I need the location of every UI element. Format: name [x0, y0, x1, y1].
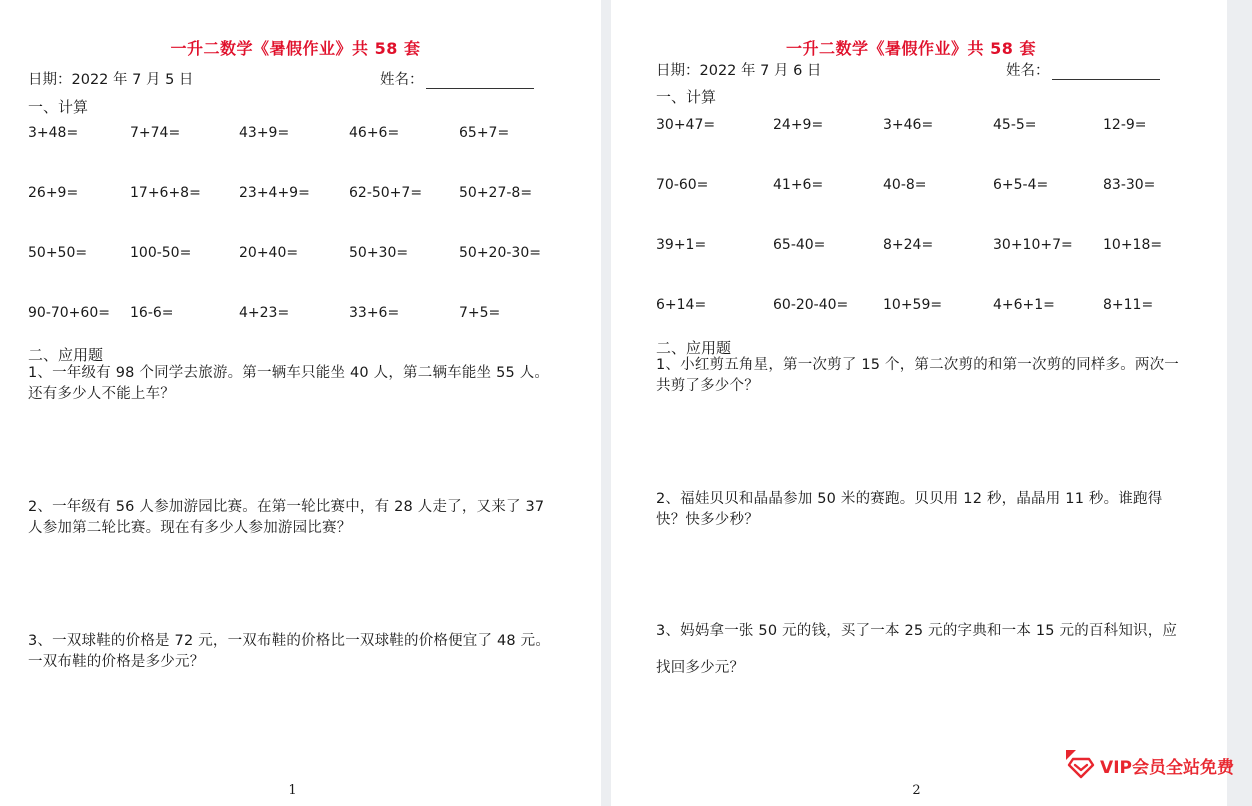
calc-item: 50+27-8= — [459, 185, 533, 201]
calc-row — [656, 297, 1252, 317]
calc-item: 24+9= — [773, 117, 824, 133]
calc-item: 30+10+7= — [993, 237, 1073, 253]
calc-row — [656, 177, 1252, 197]
calc-item: 4+6+1= — [993, 297, 1055, 313]
vip-badge-label: VIP会员全站免费 — [1100, 757, 1234, 778]
calc-item: 65-40= — [773, 237, 826, 253]
page-title: 一升二数学《暑假作业》共 58 套 — [170, 39, 421, 58]
word-problem: 1、一年级有 98 个同学去旅游。第一辆车只能坐 40 人，第二辆车能坐 55 人。还有多少人不能上车？ — [28, 365, 550, 402]
calc-item: 100-50= — [130, 245, 192, 261]
calc-item: 8+11= — [1103, 297, 1154, 313]
calc-item: 50+30= — [349, 245, 409, 261]
word-problem: 3、妈妈拿一张 50 元的钱，买了一本 25 元的字典和一本 15 元的百科知识，应找回多少元？ — [656, 623, 1178, 676]
calc-item: 33+6= — [349, 305, 400, 321]
calc-item: 6+14= — [656, 297, 707, 313]
calc-item: 3+46= — [883, 117, 934, 133]
name-label: 姓名： — [1006, 63, 1050, 79]
name-field — [380, 68, 534, 89]
calc-item: 17+6+8= — [130, 185, 201, 201]
calc-row — [656, 237, 1252, 257]
calc-item: 6+5-4= — [993, 177, 1049, 193]
page-title: 一升二数学《暑假作业》共 58 套 — [786, 39, 1036, 58]
section-word-problems-title: 二、应用题 — [28, 346, 104, 364]
calc-row — [656, 117, 1252, 137]
calc-item: 10+18= — [1103, 237, 1163, 253]
calc-item: 7+74= — [130, 125, 181, 141]
section-word-problems-title: 二、应用题 — [656, 339, 732, 357]
section-calculation-title: 一、计算 — [656, 88, 717, 106]
calc-item: 46+6= — [349, 125, 400, 141]
calc-item: 50+50= — [28, 245, 88, 261]
calc-item: 10+59= — [883, 297, 943, 313]
document-page-1 — [0, 0, 601, 806]
date-label: 日期：2022 年 7 月 5 日 — [28, 72, 194, 88]
calc-item: 7+5= — [459, 305, 501, 321]
name-blank-line — [1052, 64, 1160, 80]
name-label: 姓名： — [380, 72, 424, 88]
calc-item: 23+4+9= — [239, 185, 310, 201]
page-number: 2 — [912, 783, 921, 798]
calc-item: 26+9= — [28, 185, 79, 201]
calc-item: 12-9= — [1103, 117, 1147, 133]
word-problem: 2、一年级有 56 人参加游园比赛。在第一轮比赛中，有 28 人走了，又来了 37 人参加第二轮比赛。现在有多少人参加游园比赛？ — [28, 499, 545, 536]
word-problem: 1、小红剪五角星，第一次剪了 15 个，第二次剪的和第一次剪的同样多。两次一共剪了多少个？ — [656, 357, 1179, 394]
calc-item: 65+7= — [459, 125, 510, 141]
calc-item: 3+48= — [28, 125, 79, 141]
page-number: 1 — [288, 783, 297, 798]
name-field — [1006, 59, 1160, 80]
calc-row — [28, 125, 628, 145]
calc-row — [28, 245, 628, 265]
calc-item: 90-70+60= — [28, 305, 110, 321]
calc-item: 39+1= — [656, 237, 707, 253]
calc-row — [28, 185, 628, 205]
calc-item: 41+6= — [773, 177, 824, 193]
calc-item: 45-5= — [993, 117, 1037, 133]
word-problem: 3、一双球鞋的价格是 72 元，一双布鞋的价格比一双球鞋的价格便宜了 48 元。一双布鞋的价格是多少元？ — [28, 633, 551, 670]
calc-item: 50+20-30= — [459, 245, 541, 261]
calc-item: 40-8= — [883, 177, 927, 193]
calc-row — [28, 305, 628, 325]
viewer-margin — [1227, 0, 1252, 806]
section-calculation-title: 一、计算 — [28, 98, 89, 116]
name-blank-line — [426, 73, 534, 89]
word-problem: 2、福娃贝贝和晶晶参加 50 米的赛跑。贝贝用 12 秒，晶晶用 11 秒。谁跑得快？快多少秒？ — [656, 491, 1163, 528]
calc-item: 70-60= — [656, 177, 709, 193]
calc-item: 8+24= — [883, 237, 934, 253]
vip-badge[interactable] — [1064, 748, 1234, 782]
document-page-2 — [611, 0, 1227, 806]
calc-item: 20+40= — [239, 245, 299, 261]
date-label: 日期：2022 年 7 月 6 日 — [656, 63, 822, 79]
calc-item: 4+23= — [239, 305, 290, 321]
calc-item: 30+47= — [656, 117, 716, 133]
diamond-shield-icon — [1064, 748, 1098, 782]
calc-item: 16-6= — [130, 305, 174, 321]
calc-item: 60-20-40= — [773, 297, 849, 313]
calc-item: 83-30= — [1103, 177, 1156, 193]
calc-item: 62-50+7= — [349, 185, 423, 201]
calc-item: 43+9= — [239, 125, 290, 141]
